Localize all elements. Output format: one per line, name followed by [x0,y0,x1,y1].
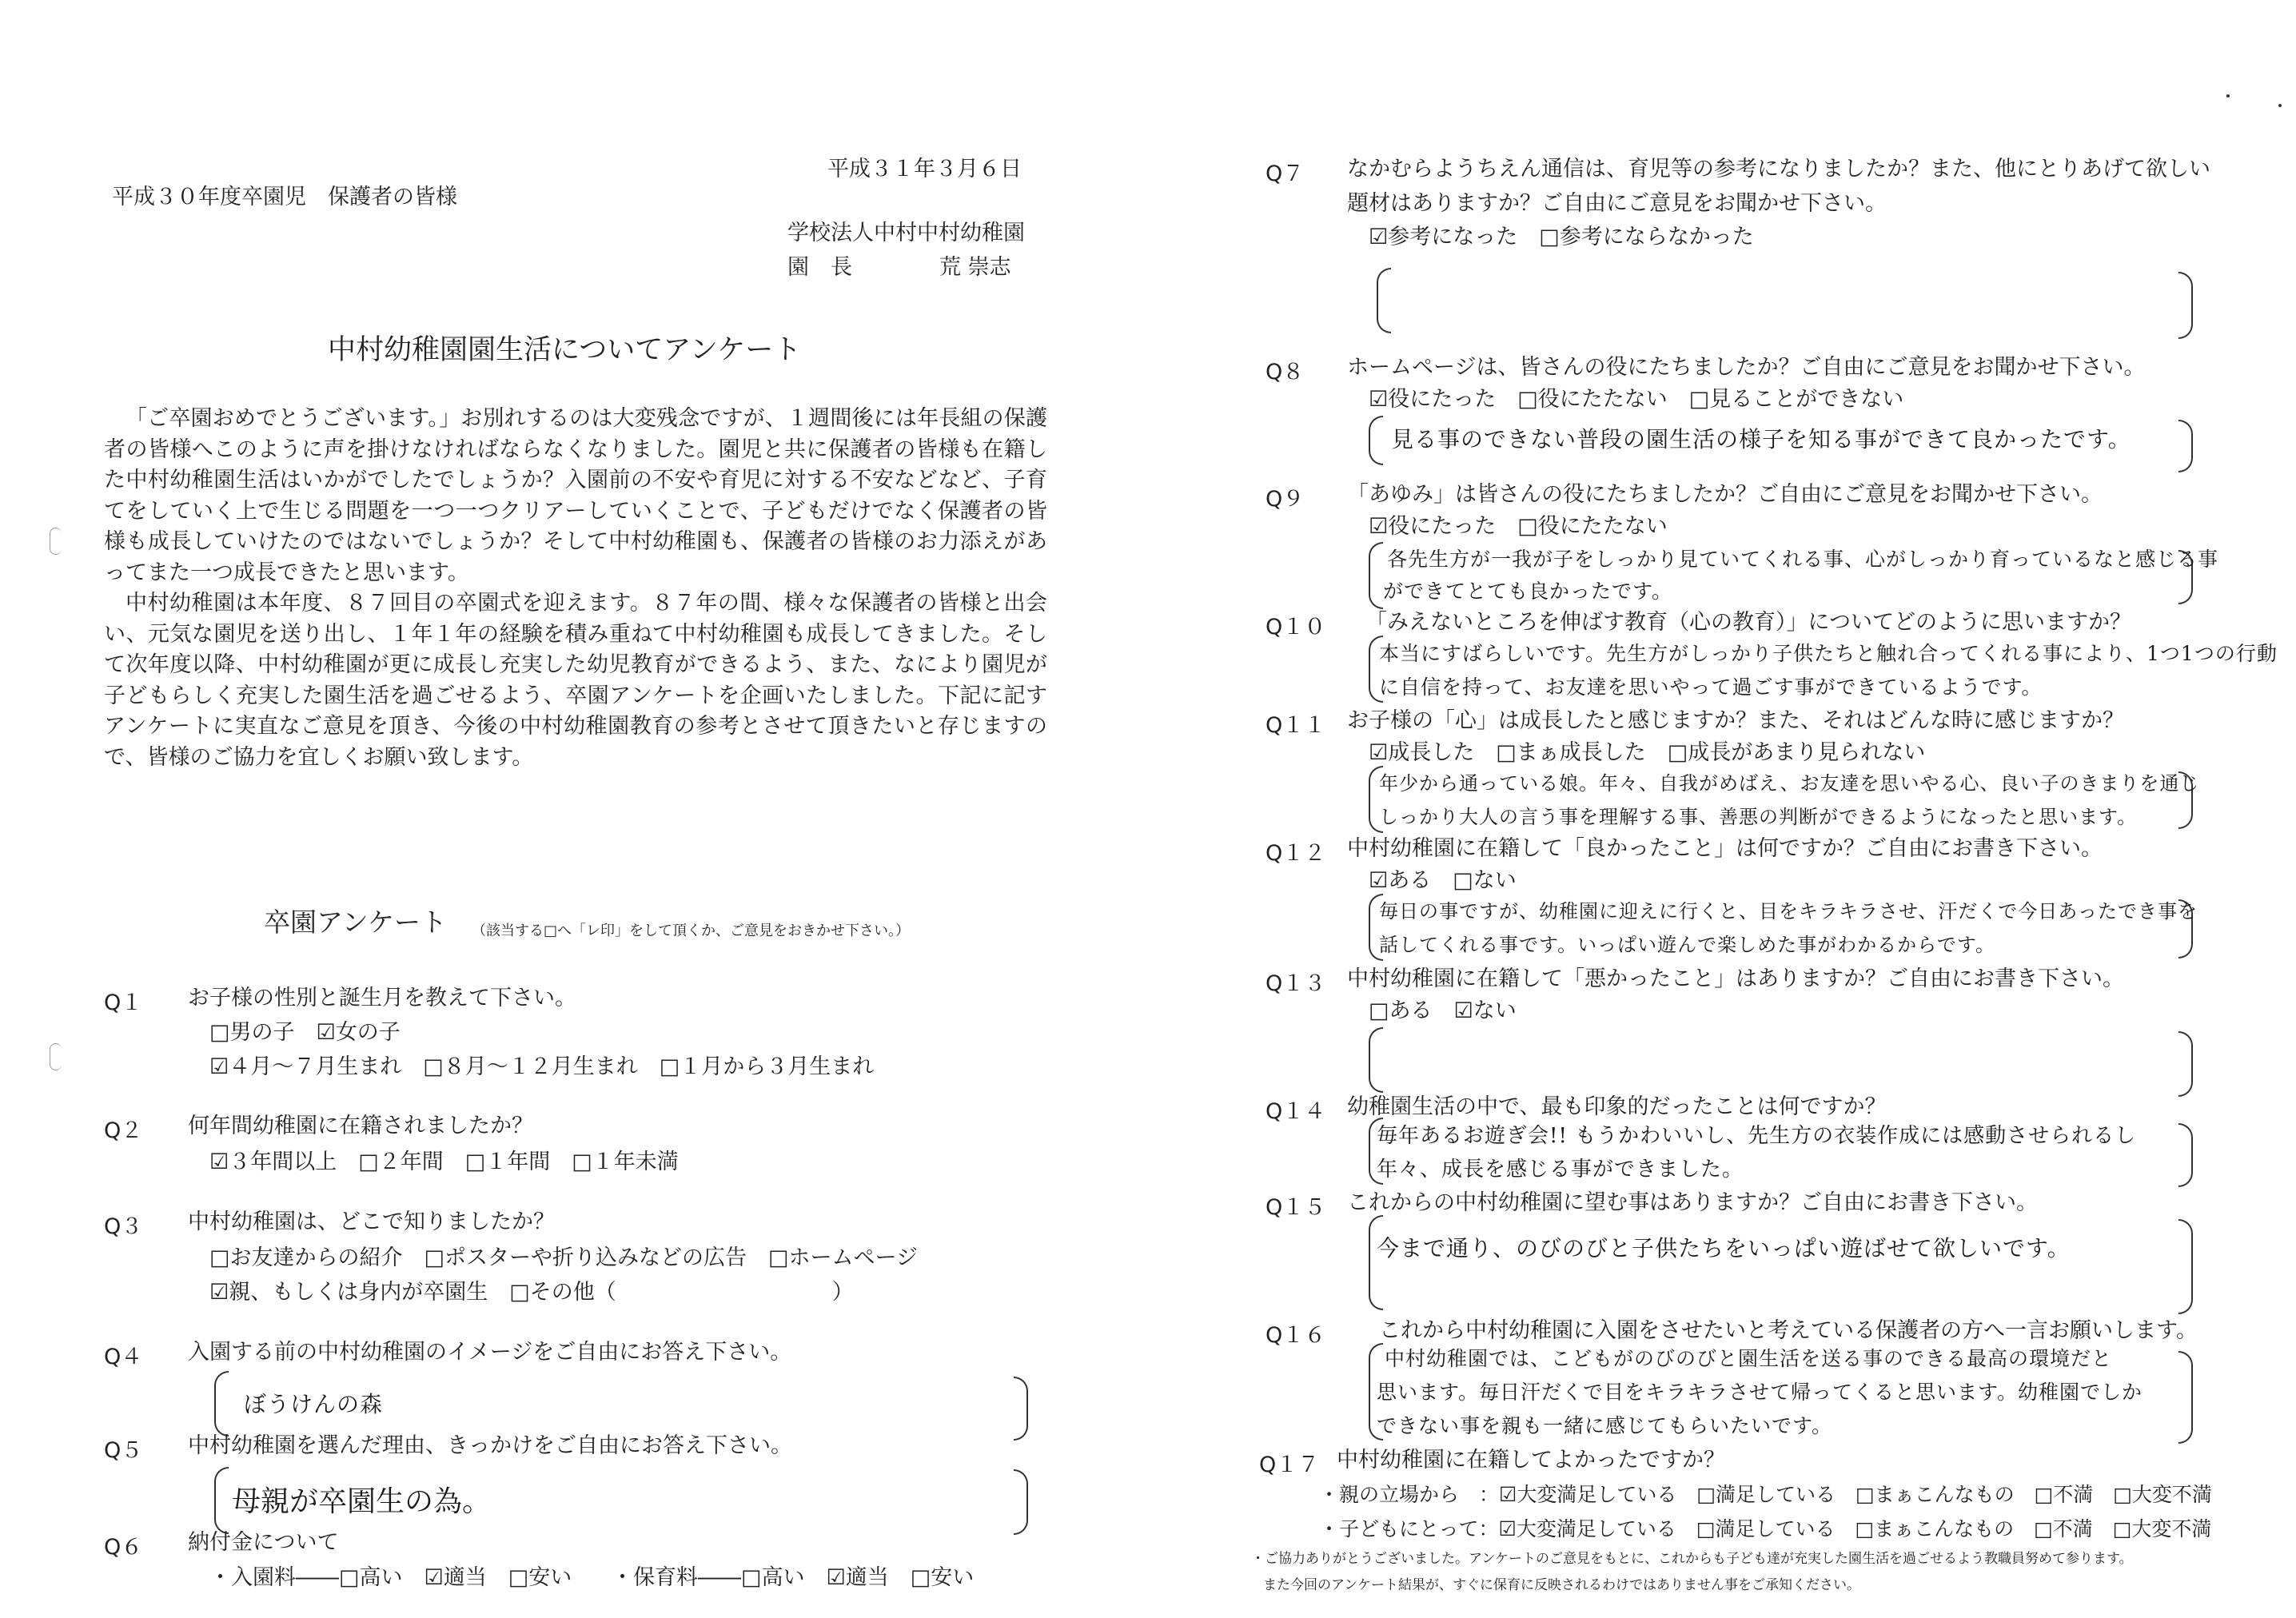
q4-answer[interactable]: ぼうけんの森 [244,1391,384,1417]
q7-question-line1: なかむらようちえん通信は、育児等の参考になりましたか？また、他にとりあげて欲しい [1347,157,2210,181]
q2-number: Q２ [104,1118,143,1143]
binding-mark [50,1043,62,1070]
footer-thanks: ・ご協力ありがとうございました。アンケートのご意見をもとに、これからも子ども達が充実した園生活を過ごせるよう教職員努めて参ります。 [1251,1551,2133,1567]
q1-options-gender[interactable]: □男の子 ☑女の子 [209,1020,401,1045]
q3-options-2[interactable]: ☑親、もしくは身内が卒園生 □その他（ ） [209,1280,854,1305]
q12-number: Q１２ [1266,841,1326,866]
q17-child-options[interactable]: ・子どもにとって：☑大変満足している □満足している □まぁこんなもの □不満 □大変不満 [1319,1517,2212,1540]
q12-question: 中村幼稚園に在籍して「良かったこと」は何ですか？ご自由にお書き下さい。 [1347,836,2103,861]
q4-bracket-left [214,1371,229,1437]
q1-number: Q１ [104,990,143,1015]
q14-question: 幼稚園生活の中で、最も印象的だったことは何ですか？ [1347,1094,1887,1119]
q9-number: Q９ [1266,487,1305,512]
q10-answer-line1[interactable]: 本当にすばらしいです。先生方がしっかり子供たちと触れ合ってくれる事により、1つ1つの行動 [1379,642,2278,665]
q4-bracket-right [1014,1377,1028,1441]
q15-question: これからの中村幼稚園に望む事はありますか？ご自由にお書き下さい。 [1347,1190,2038,1215]
q11-options[interactable]: ☑成長した □まぁ成長した □成長があまり見られない [1369,740,1926,765]
q2-question: 何年間幼稚園に在籍されましたか？ [188,1114,533,1138]
q5-question: 中村幼稚園を選んだ理由、きっかけをご自由にお答え下さい。 [188,1433,792,1458]
q15-answer[interactable]: 今まで通り、のびのびと子供たちをいっぱい遊ばせて欲しいです。 [1377,1235,2071,1261]
q5-answer[interactable]: 母親が卒園生の為。 [232,1485,492,1518]
footer-note: また今回のアンケート結果が、すぐに保育に反映されるわけではありません事をご承知ください。 [1263,1577,1860,1593]
intro-paragraph-1: 「ご卒園おめでとうございます。」お別れするのは大変残念ですが、１週間後には年長組の保護者の皆様へこのように声を掛けなければならなくなりました。園児と共に保護者の皆様も在籍した中村幼稚園生活はいかがでしたでしょうか？入園前の不安や育児に対する不安などなど、子育てをしていく上で生じる問題を一つ一つクリアーしていくことで、子どもだけでなく保護者の皆様も成長していけたのではないでしょうか？そして中村幼稚園も、保護者の皆様のお力添えがあってまた一つ成長できたと思います。 [104,406,1047,585]
q14-number: Q１４ [1266,1099,1326,1124]
q16-bracket-right [2178,1351,2193,1444]
q6-entrance-fee[interactable]: ・入園料――□高い ☑適当 □安い [209,1565,572,1590]
q4-question: 入園する前の中村幼稚園のイメージをご自由にお答え下さい。 [188,1340,792,1365]
intro-text [104,404,1047,773]
q16-answer-line2[interactable]: 思います。毎日汗だくで目をキラキラさせて帰ってくると思います。幼稚園でしか [1377,1381,2143,1404]
principal-title: 園 長 [787,255,852,280]
org-name: 学校法人中村中村幼稚園 [787,221,1025,245]
q16-answer-line1[interactable]: 中村幼稚園では、こどもがのびのびと園生活を送る事のできる最高の環境だと [1385,1347,2113,1370]
q13-options[interactable]: □ある ☑ない [1369,998,1517,1023]
scan-dot [2226,94,2230,98]
q14-bracket-right [2178,1123,2193,1187]
q14-answer-line2[interactable]: 年々、成長を感じる事ができました。 [1377,1158,1744,1182]
q2-options[interactable]: ☑３年間以上 □２年間 □１年間 □１年未満 [209,1150,679,1174]
q1-options-birth[interactable]: ☑４月～７月生まれ □８月～１２月生まれ □１月から３月生まれ [209,1054,875,1079]
q14-answer-line1[interactable]: 毎年あるお遊ぎ会!! もうかわいいし、先生方の衣装作成には感動させられるし [1377,1124,2137,1148]
q5-number: Q５ [104,1438,143,1463]
scan-dot [2278,104,2282,107]
q11-question: お子様の「心」は成長したと感じますか？また、それはどんな時に感じますか？ [1347,708,2124,733]
q9-answer-line1[interactable]: 各先生方が一我が子をしっかり見ていてくれる事、心がしっかり育っているなと感じる事 [1387,548,2219,571]
q7-question-line2: 題材はありますか？ご自由にご意見をお聞かせ下さい。 [1347,191,1887,216]
q11-answer-line2[interactable]: しっかり大人の言う事を理解する事、善悪の判断ができるようになったと思います。 [1379,806,2138,828]
q5-bracket-left [214,1467,229,1534]
addressee: 平成３０年度卒園児 保護者の皆様 [112,185,457,209]
page-title: 中村幼稚園園生活についてアンケート [328,334,802,366]
q17-number: Q１７ [1259,1453,1320,1477]
q10-number: Q１０ [1266,615,1326,640]
q9-bracket-left [1369,542,1383,609]
q11-answer-line1[interactable]: 年少から通っている娘。年々、自我がめばえ、お友達を思いやる心、良い子のきまりを通じ [1379,772,2200,795]
survey-note: （該当する□へ「レ印」をして頂くか、ご意見をおきかせ下さい。） [472,923,911,939]
q4-number: Q４ [104,1345,143,1369]
q9-options[interactable]: ☑役にたった □役にたたない [1369,514,1668,539]
q7-options[interactable]: ☑参考になった □参考にならなかった [1369,225,1754,249]
q12-options[interactable]: ☑ある □ない [1369,868,1517,893]
q17-question: 中村幼稚園に在籍してよかったですか？ [1337,1448,1725,1473]
q8-answer[interactable]: 見る事のできない普段の園生活の様子を知る事ができて良かったです。 [1391,426,2131,452]
q11-number: Q１１ [1266,713,1326,738]
q13-bracket-left [1369,1027,1383,1093]
q12-answer-line2[interactable]: 話してくれる事です。いっぱい遊んで楽しめた事がわかるからです。 [1379,934,1995,956]
binding-mark [50,528,62,555]
q3-number: Q３ [104,1214,143,1239]
q7-bracket-left [1377,268,1391,333]
q16-question: これから中村幼稚園に入園をさせたいと考えている保護者の方へ一言お願いします。 [1379,1318,2198,1343]
q8-options[interactable]: ☑役にたった □役にたたない □見ることができない [1369,387,1904,412]
q16-answer-line3[interactable]: できない事を親も一緒に感じてもらいたいです。 [1377,1414,1833,1437]
survey-title: 卒園アンケート [264,907,448,938]
date: 平成３１年３月６日 [827,157,1022,181]
q10-question: 「みえないところを伸ばす教育（心の教育）」についてどのように思いますか？ [1365,610,2131,635]
q3-options-1[interactable]: □お友達からの紹介 □ポスターや折り込みなどの広告 □ホームページ [209,1245,918,1270]
q6-childcare-fee[interactable]: ・保育料――□高い ☑適当 □安い [612,1565,975,1590]
q9-question: 「あゆみ」は皆さんの役にたちましたか？ご自由にご意見をお聞かせ下さい。 [1347,482,2103,507]
q13-question: 中村幼稚園に在籍して「悪かったこと」はありますか？ご自由にお書き下さい。 [1347,966,2124,991]
q7-bracket-right [2178,272,2193,339]
q8-bracket-right [2178,420,2193,472]
q6-number: Q６ [104,1535,143,1560]
q8-number: Q８ [1266,360,1305,385]
q15-bracket-right [2178,1219,2193,1314]
q1-question: お子様の性別と誕生月を教えて下さい。 [188,986,576,1010]
q9-answer-line2[interactable]: ができてとても良かったです。 [1383,580,1673,603]
q8-bracket-left [1369,416,1383,465]
q6-question: 納付金について [188,1530,339,1555]
q13-bracket-right [2178,1031,2193,1097]
q13-number: Q１３ [1266,971,1326,996]
q10-answer-line2[interactable]: に自信を持って、お友達を思いやって過ごす事ができているようです。 [1379,675,2043,699]
q16-number: Q１６ [1266,1323,1326,1348]
q17-parent-options[interactable]: ・親の立場から ：☑大変満足している □満足している □まぁこんなもの □不満 □大変不満 [1319,1483,2212,1506]
q7-number: Q７ [1266,161,1305,186]
principal-name: 荒 崇志 [939,255,1011,280]
q5-bracket-right [1014,1469,1028,1535]
q3-question: 中村幼稚園は、どこで知りましたか？ [188,1210,555,1234]
intro-paragraph-2: 中村幼稚園は本年度、８７回目の卒園式を迎えます。８７年の間、様々な保護者の皆様と出会い、元気な園児を送り出し、１年１年の経験を積み重ねて中村幼稚園も成長してきました。そして次年度以降、中村幼稚園が更に成長し充実した幼児教育ができるよう、また、なにより園児が子どもらしく充実した園生活を過ごせるよう、卒園アンケートを企画いたしました。下記に記すアンケートに実直なご意見を頂き、今後の中村幼稚園教育の参考とさせて頂きたいと存じますので、皆様のご協力を宜しくお願い致します。 [104,591,1047,770]
q8-question: ホームページは、皆さんの役にたちましたか？ご自由にご意見をお聞かせ下さい。 [1347,355,2146,380]
q15-number: Q１５ [1266,1195,1326,1220]
q12-answer-line1[interactable]: 毎日の事ですが、幼稚園に迎えに行くと、目をキラキラさせ、汗だくで今日あったでき事を [1379,900,2198,923]
